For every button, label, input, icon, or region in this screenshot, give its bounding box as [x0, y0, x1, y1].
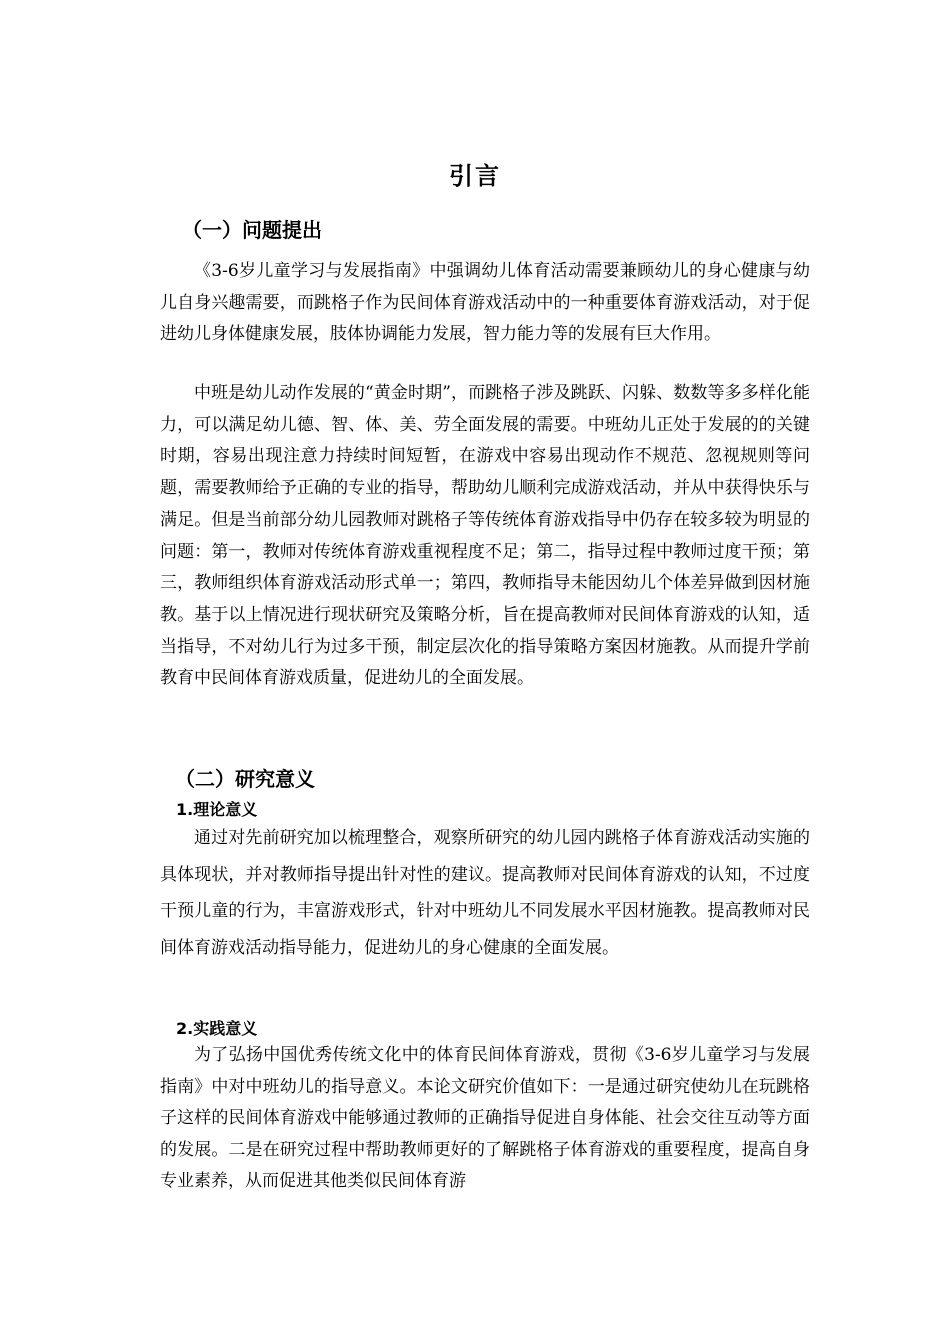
paragraph-theory: 通过对先前研究加以梳理整合，观察所研究的幼儿园内跳格子体育游戏活动实施的具体现状，并对教师指导提出针对性的建议。提高教师对民间体育游戏的认知，不过度干预儿童的行为，丰富游戏形式，针对中班幼儿不同发展水平因材施教。提高教师对民间体育游戏活动指导能力，促进幼儿的身心健康的全面发展。	[160, 828, 810, 958]
section-heading-problem: （一）问题提出	[182, 218, 322, 242]
section-heading-significance: （二）研究意义	[175, 767, 315, 791]
paragraph-guideline: 《3-6岁儿童学习与发展指南》中强调幼儿体育活动需要兼顾幼儿的身心健康与幼儿自身兴趣需要，而跳格子作为民间体育游戏活动中的一种重要体育游戏活动，对于促进幼儿身体健康发展，肢体协调能力发展，智力能力等的发展有巨大作用。	[160, 261, 810, 344]
paragraph-practice: 为了弘扬中国优秀传统文化中的体育民间体育游戏，贯彻《3-6岁儿童学习与发展指南》中对中班幼儿的指导意义。本论文研究价值如下：一是通过研究使幼儿在玩跳格子这样的民间体育游戏中能够通过教师的正确指导促进自身体能、社会交往互动等方面的发展。二是在研究过程中帮助教师更好的了解跳格子体育游戏的重要程度，提高自身专业素养，从而促进其他类似民间体育游	[160, 1045, 810, 1191]
subheading-practice: 2.实践意义	[176, 1019, 258, 1038]
subheading-theory: 1.理论意义	[176, 800, 258, 819]
paragraph-middle-class: 中班是幼儿动作发展的“黄金时期”，而跳格子涉及跳跃、闪躲、数数等多多样化能力，可以满足幼儿德、智、体、美、劳全面发展的需要。中班幼儿正处于发展的的关键时期，容易出现注意力持续时间短暂，在游戏中容易出现动作不规范、忽视规则等问题，需要教师给予正确的专业的指导，帮助幼儿顺利完成游戏活动，并从中获得快乐与满足。但是当前部分幼儿园教师对跳格子等传统体育游戏指导中仍存在较多较为明显的问题：第一，教师对传统体育游戏重视程度不足；第二，指导过程中教师过度干预；第三，教师组织体育游戏活动形式单一；第四，教师指导未能因幼儿个体差异做到因材施教。基于以上情况进行现状研究及策略分析，旨在提高教师对民间体育游戏的认知，适当指导，不对幼儿行为过多干预，制定层次化的指导策略方案因材施教。从而提升学前教育中民间体育游戏质量，促进幼儿的全面发展。	[160, 383, 810, 689]
page-title: 引言	[449, 162, 501, 190]
